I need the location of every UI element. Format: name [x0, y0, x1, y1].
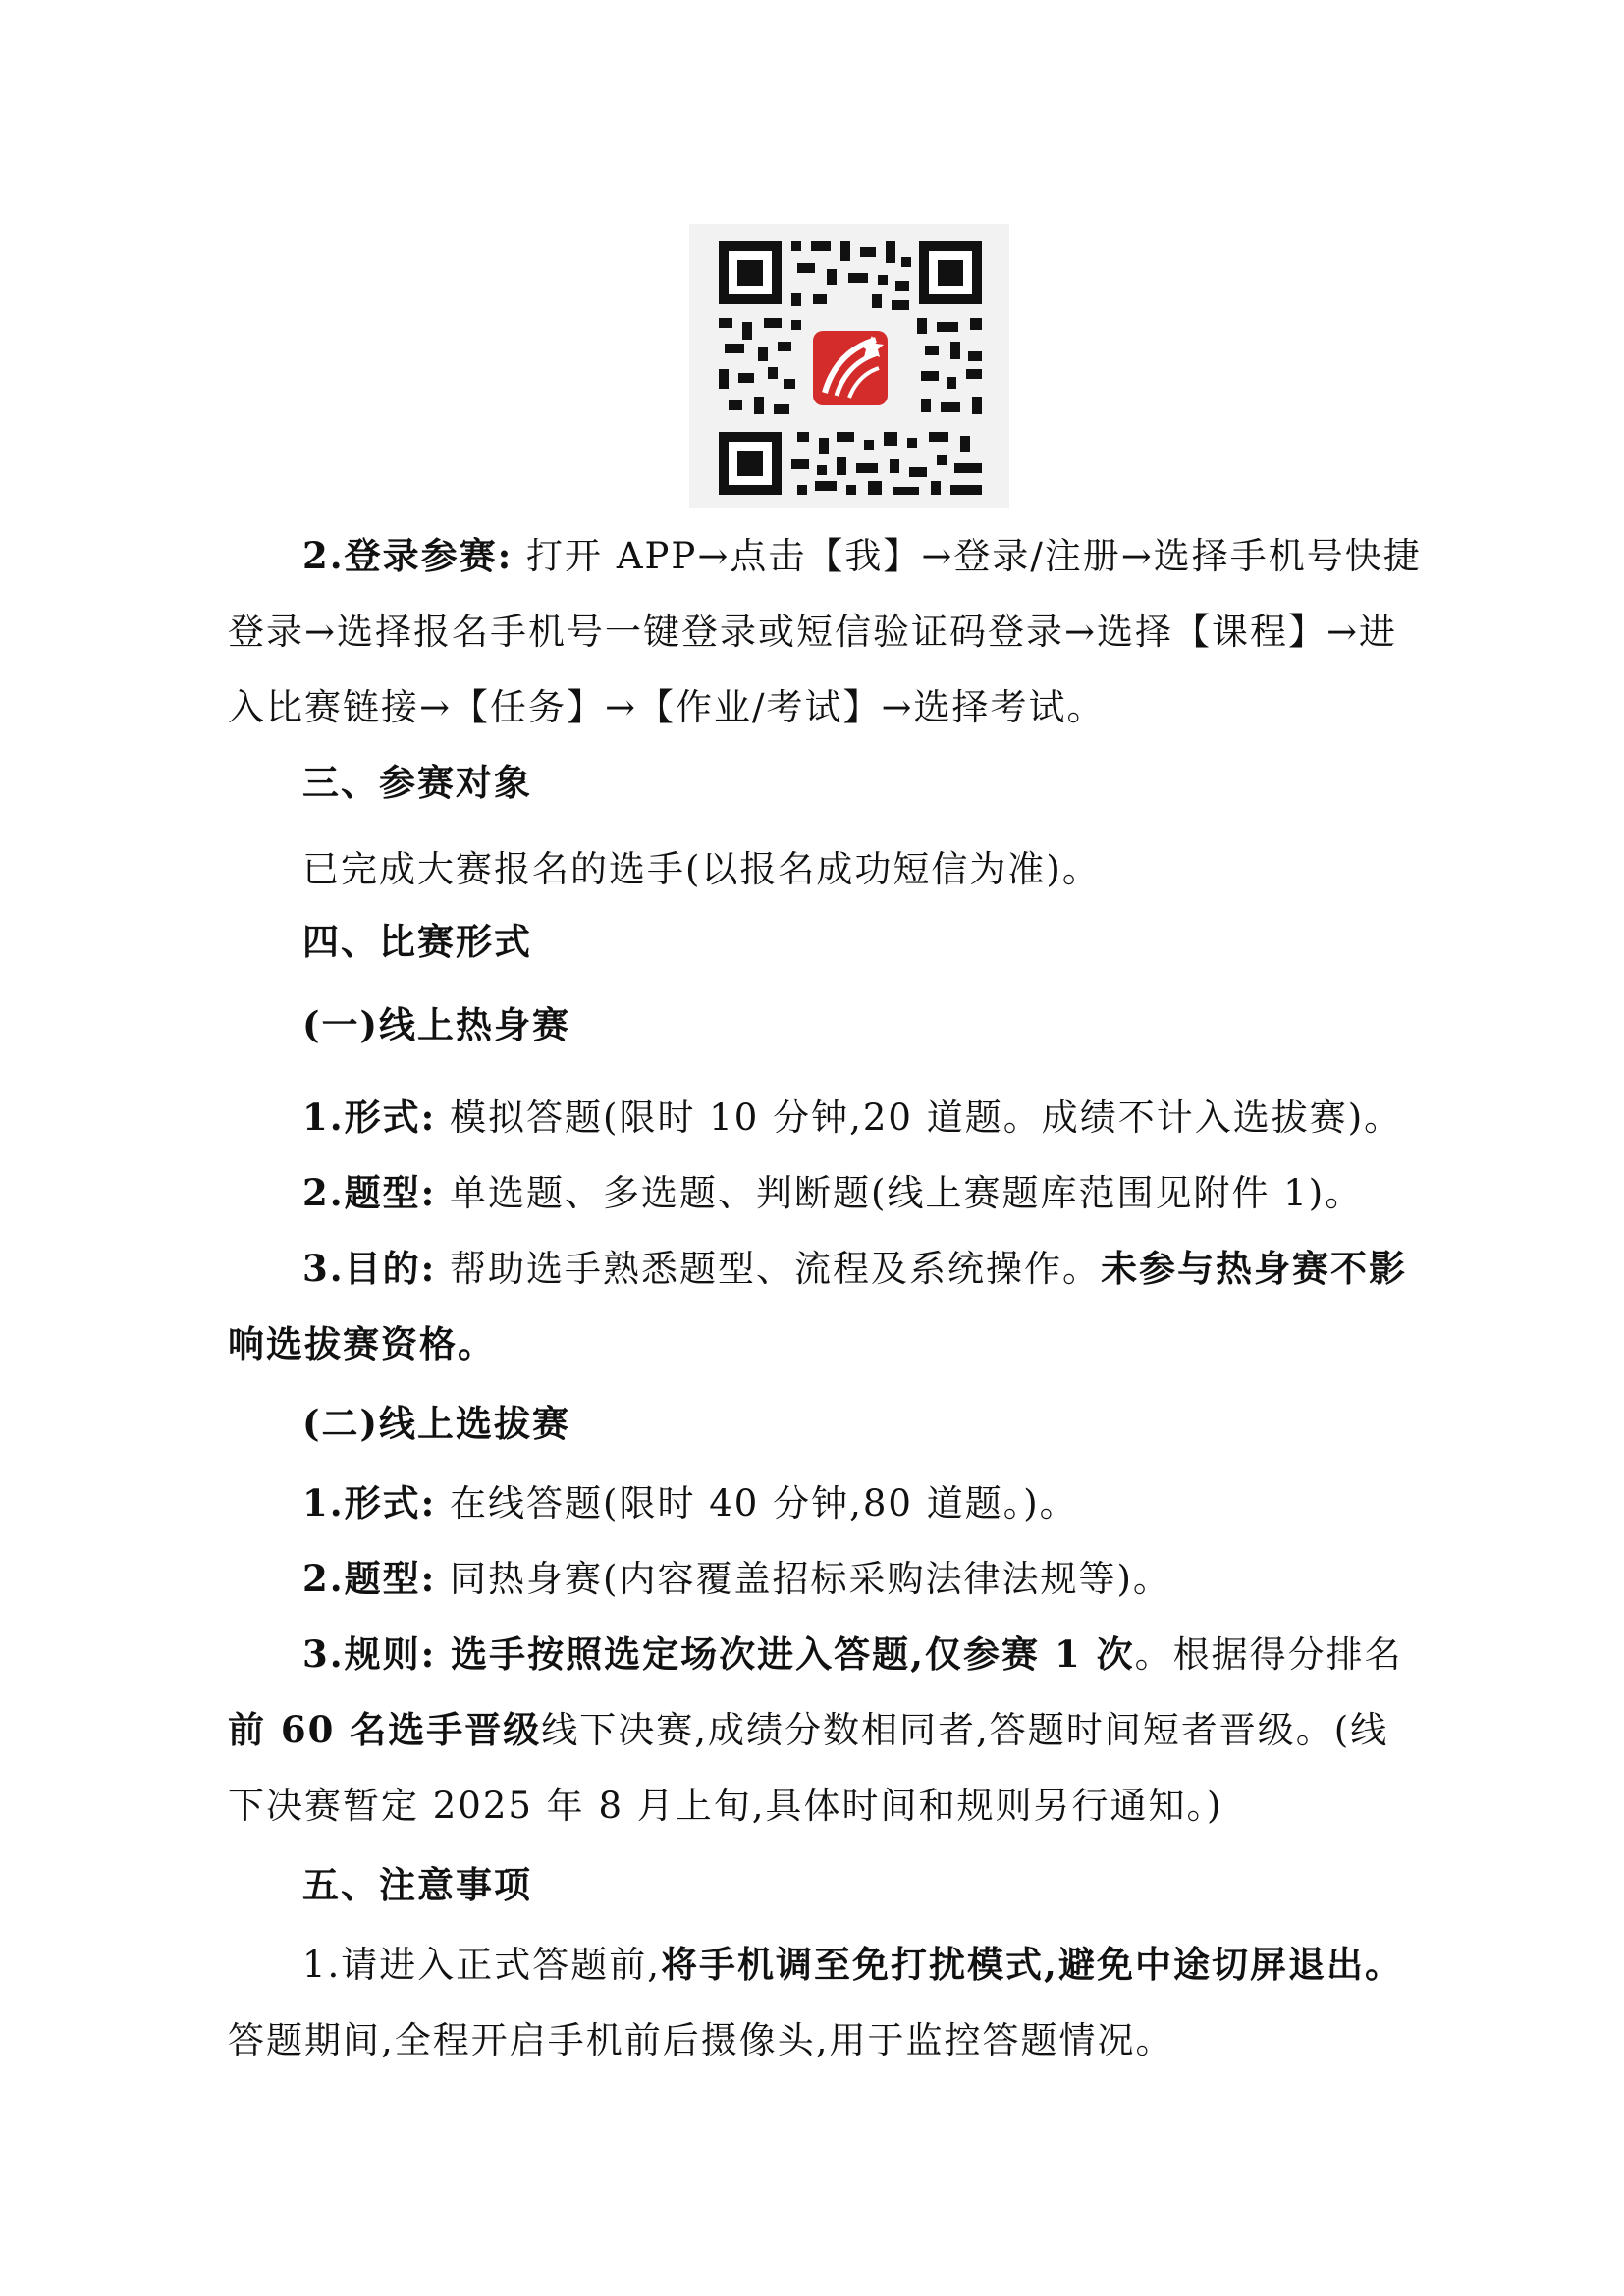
warmup-form — [228, 1080, 1489, 1155]
selection-rule-label: 3.规则: — [302, 1632, 437, 1676]
selection-rule — [228, 1617, 1489, 1692]
qr-code-icon — [689, 224, 1009, 508]
warmup-type-text: 单选题、多选题、判断题(线上赛题库范围见附件 1)。 — [436, 1172, 1364, 1214]
selection-rule-bold-2: 前 60 名选手晋级 — [228, 1708, 542, 1751]
section5-heading: 五、注意事项 — [302, 1863, 532, 1906]
section5-item-1-bold: 将手机调至免打扰模式,避免中途切屏退出。 — [661, 1943, 1403, 1986]
selection-rule-line-3: 下决赛暂定 2025 年 8 月上旬,具体时间和规则另行通知。) — [228, 1785, 1223, 1827]
login-text-1: 打开 APP→点击【我】→登录/注册→选择手机号快捷 — [513, 535, 1422, 577]
login-line-1 — [228, 518, 1489, 594]
warmup-form-label: 1.形式: — [302, 1095, 437, 1139]
warmup-type-label: 2.题型: — [302, 1171, 437, 1214]
warmup-type — [228, 1155, 1489, 1231]
warmup-goal-text: 帮助选手熟悉题型、流程及系统操作。 — [436, 1248, 1102, 1290]
selection-type-text: 同热身赛(内容覆盖招标采购法律法规等)。 — [436, 1558, 1171, 1600]
login-label: 2.登录参赛: — [302, 534, 514, 577]
warmup-goal-line-2: 响选拔赛资格。 — [228, 1322, 496, 1365]
selection-rule-line-2 — [228, 1692, 1414, 1768]
warmup-goal-bold: 未参与热身赛不影 — [1101, 1247, 1408, 1290]
selection-rule-bold: 选手按照选定场次进入答题,仅参赛 1 次 — [436, 1632, 1135, 1676]
login-line-3: 入比赛链接→【任务】→【作业/考试】→选择考试。 — [228, 686, 1106, 728]
section5-item-1-text: 1.请进入正式答题前, — [302, 1944, 662, 1986]
warmup-goal — [228, 1231, 1489, 1307]
section3-heading: 三、参赛对象 — [302, 761, 532, 804]
selection-form — [228, 1466, 1489, 1541]
login-line-2: 登录→选择报名手机号一键登录或短信验证码登录→选择【课程】→进 — [228, 611, 1398, 653]
selection-rule-text-2: 线下决赛,成绩分数相同者,答题时间短者晋级。(线 — [541, 1709, 1389, 1751]
warmup-form-text: 模拟答题(限时 10 分钟,20 道题。成绩不计入选拔赛)。 — [436, 1096, 1403, 1139]
app-logo-icon — [813, 331, 888, 405]
warmup-goal-label: 3.目的: — [302, 1247, 437, 1290]
selection-rule-text-1: 。根据得分排名 — [1134, 1633, 1403, 1676]
section4-heading: 四、比赛形式 — [302, 920, 532, 963]
section5-item-1-line-2: 答题期间,全程开启手机前后摄像头,用于监控答题情况。 — [228, 2019, 1174, 2061]
selection-type — [228, 1541, 1489, 1617]
section5-item-1 — [228, 1927, 1489, 2002]
selection-form-label: 1.形式: — [302, 1481, 437, 1524]
section3-text: 已完成大赛报名的选手(以报名成功短信为准)。 — [302, 848, 1101, 890]
selection-type-label: 2.题型: — [302, 1557, 437, 1600]
selection-form-text: 在线答题(限时 40 分钟,80 道题。)。 — [436, 1482, 1078, 1524]
selection-heading: (二)线上选拔赛 — [302, 1402, 571, 1445]
warmup-heading: (一)线上热身赛 — [302, 1003, 571, 1046]
